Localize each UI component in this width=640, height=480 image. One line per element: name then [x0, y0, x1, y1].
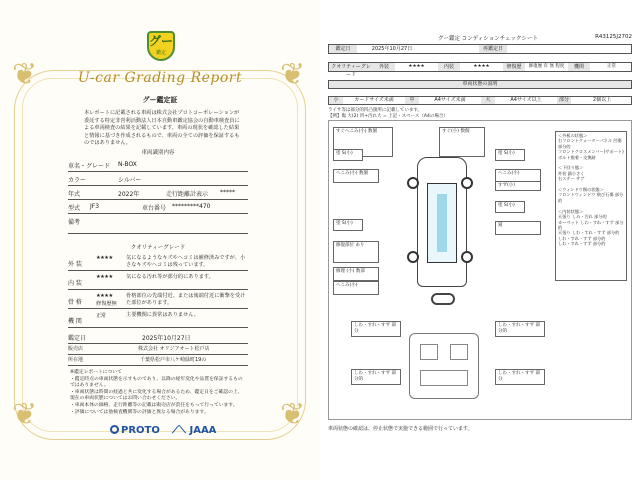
goo-appraisal-logo	[147, 31, 175, 61]
address-row	[68, 355, 248, 366]
legend-note: ライサ等は部分的凹凸箇所に記載しています。	[328, 108, 423, 113]
vehicle-year-row	[68, 186, 248, 200]
quality-row	[68, 271, 248, 290]
note-line: ※鑑定レポートについて	[70, 370, 122, 375]
wheel-icon	[407, 251, 419, 263]
sheet-header	[328, 32, 632, 42]
car-interior-diagram	[409, 333, 479, 399]
damage-callout-box: すぐ(小) 数個	[439, 127, 485, 157]
date-value: 2025年10月27日	[371, 46, 413, 52]
dealer-row	[68, 344, 248, 355]
certificate-title: グー鑑定証	[142, 96, 178, 104]
quality-rating: ★★★★	[96, 293, 113, 299]
field-value: 2022年	[118, 191, 140, 198]
field-value: 株式会社 オリジアオート松戸店	[138, 346, 210, 352]
seat-icon	[420, 344, 438, 360]
quality-rating: 正常	[96, 313, 106, 319]
car-top-view-diagram	[407, 157, 477, 287]
ornament-swirl-icon: ❦	[280, 57, 306, 92]
vehicle-remarks-row	[68, 214, 248, 234]
reappraisal-label: 再鑑定日	[479, 45, 507, 53]
sheet-footer-note: 車両状態の確認は、停止状態で実施できる範囲で行っています。	[328, 426, 473, 432]
quality-row	[68, 252, 248, 271]
size-legend-desc: 2個以上	[592, 97, 612, 103]
size-legend-label: 小	[329, 97, 343, 104]
damage-callout-box: しわ・すれ・すず 部分的	[351, 369, 401, 385]
car-window-highlight	[437, 194, 447, 252]
appraisal-date-row	[68, 330, 248, 344]
size-legend-desc: カードサイズ未満	[354, 97, 394, 103]
size-legend-row	[328, 96, 632, 105]
field-value: JF3	[90, 203, 100, 210]
certificate-description: 本レポートに記載される車両は株式会社プロトコーポレーションが委託する特定非営利活動法人日本自動車鑑定協会の自動車検査員による車両検査の結果を記載しています。車両の現状を確認した結果と情報に基づき作成されるもので、車両の全ての評価を保証するものではありません。	[84, 110, 240, 147]
field-value: *********470	[172, 203, 211, 210]
rear-seat-icon	[420, 370, 468, 386]
wheel-icon	[461, 251, 473, 263]
report-title: U-car Grading Report	[77, 70, 243, 86]
grade-item-value: ★★★★	[408, 64, 425, 69]
quality-description: 気になるようなキズやヘコミは補修済みですが、小さなキズやヘコミは残っています。	[126, 255, 246, 268]
field-value: 2025年10月27日	[142, 335, 191, 342]
proto-logo-text: PROTO	[121, 425, 160, 436]
condition-check-sheet	[320, 0, 640, 480]
damage-callout-box: しわ・すれ・すず 部分	[495, 369, 545, 385]
damage-callout-box: 修理 (小) 数部	[333, 267, 379, 281]
logo-subtext: 鑑定	[155, 50, 166, 56]
size-legend-label: 部分	[558, 97, 569, 103]
damage-callout-box: 塗 S(小)	[333, 149, 363, 161]
jaaa-mark-icon: ⟋⟍	[172, 425, 186, 436]
damage-callout-box: 塗 S(小)	[495, 149, 525, 161]
damage-callout-box: すず(小)	[495, 181, 541, 191]
grade-row	[328, 62, 632, 78]
grade-item-value: 修復歴 有 無 程度	[528, 64, 565, 69]
quality-label: 機 関	[68, 318, 82, 325]
field-label: 車台番号	[142, 205, 167, 212]
date-row	[328, 44, 632, 54]
damage-callout-box: 修復部位 あり	[333, 241, 379, 263]
damage-callout-box: 塗 S(小)	[333, 219, 363, 231]
grade-item-label: 修復歴	[503, 63, 525, 71]
field-label: 鑑定日	[68, 335, 87, 342]
grade-label: クオリティーグレード	[329, 63, 373, 71]
date-label: 鑑定日	[329, 45, 357, 53]
quality-row	[68, 290, 248, 309]
field-label: 所在地	[68, 357, 84, 363]
legend-note-example: 【例】傷 大(2) 凹+汚れ大 = 上記・スペース（A4の場合）	[328, 114, 448, 119]
proto-logo	[110, 425, 160, 436]
note-line: ・評価については他検査機関等の評価と異なる場合があります。	[70, 409, 209, 415]
grade-item-label: 外装	[373, 63, 395, 71]
quality-section-heading: クオリティーグレード	[130, 245, 186, 251]
quality-rating: ★★★★	[96, 255, 113, 261]
quality-description: 気になる汚れ等が部分的にあります。	[126, 274, 214, 280]
ornament-swirl-icon: ❦	[280, 397, 306, 432]
damage-callout-box: 錆	[495, 221, 541, 235]
seat-icon	[450, 344, 468, 360]
field-value: *****	[220, 189, 235, 196]
vehicle-section-heading: 車両識別内容	[141, 150, 175, 156]
quality-row	[68, 309, 248, 328]
section-heading-box	[328, 80, 632, 89]
field-label: 販売店	[68, 346, 84, 352]
note-line: ・車両状態は時間の経過と共に変化する場合があるため、鑑定日をご確認の上、現在の車両状態についてはお問い合わせください。	[70, 389, 243, 402]
grade-item-label: 内装	[438, 63, 460, 71]
wheel-icon	[461, 177, 473, 189]
field-label: 車名・グレード	[68, 163, 111, 170]
vehicle-color-row	[68, 172, 248, 186]
damage-callout-box: しわ・すれ・すず 部分的	[495, 321, 545, 337]
field-label: カラー	[68, 177, 87, 184]
grade-item-value: 正常	[607, 64, 616, 69]
damage-callout-box: しわ・すれ・すず 部分	[351, 321, 401, 337]
wheel-icon	[407, 177, 419, 189]
quality-label: 骨 格	[68, 299, 82, 306]
jaaa-logo-text: JAAA	[189, 425, 217, 436]
vehicle-model-row	[68, 200, 248, 214]
size-legend-desc: A4サイズ以上	[510, 97, 542, 103]
logo-text: グー	[149, 34, 174, 48]
field-label: 備考	[68, 219, 81, 226]
grade-item-value: ★★★★	[473, 64, 490, 69]
steering-wheel-icon	[431, 293, 455, 305]
field-value: N-BOX	[118, 161, 137, 168]
sheet-title: グー鑑定 コンディションチェックシート	[438, 36, 539, 42]
report-notes	[70, 370, 246, 416]
car-roof-outline	[427, 183, 457, 263]
sheet-code: R43125J2702	[595, 34, 632, 40]
quality-label: 外 装	[68, 261, 82, 268]
field-value: シルバー	[118, 177, 142, 184]
field-label: 型式	[68, 205, 81, 212]
size-legend-label: 大	[481, 97, 495, 104]
damage-callout-box: へこみ(小)	[333, 281, 379, 295]
ornament-swirl-icon: ❦	[12, 57, 38, 92]
size-legend-desc: A4サイズ未満	[434, 97, 466, 103]
field-value: 千葉県松戸市八ケ崎緑町19の	[140, 357, 207, 363]
footer-logos	[110, 425, 230, 441]
quality-label: 内 装	[68, 280, 82, 287]
quality-description: 骨格部位の先端付近、または後端付近に衝撃を受けた部位があります。	[126, 293, 246, 306]
repair-history-value: 修復歴無	[96, 301, 117, 307]
field-label: 年式	[68, 191, 81, 198]
damage-callout-box: すぐへこみ(小) 数個	[333, 127, 393, 157]
quality-description: 主要機関に異常はありません。	[126, 312, 199, 318]
quality-rating: ★★★★	[96, 274, 113, 280]
proto-mark-icon	[110, 425, 119, 434]
section-heading: 車両状態の説明	[462, 81, 498, 87]
field-label: 走行距離計表示	[166, 191, 209, 198]
ornament-swirl-icon: ❦	[12, 397, 38, 432]
vehicle-name-row	[68, 158, 248, 172]
size-legend-label: 中	[405, 97, 419, 104]
note-line: ・鑑定時点の車両状態を示すものであり、以降の経年変化や品質を保証するものではありません。	[70, 376, 243, 389]
damage-callout-box: へこみ(小) 数個	[333, 169, 379, 183]
grade-item-label: 機関	[568, 63, 590, 71]
condition-side-notes: ＜外板の状態＞ 右フロントクォーターパネル 凹傷 部分的 フロントクロスメンバー(サポート)ボルト脱着・交換跡 ＜下回り態＞ 外装 錆小さく 右ステー サブ ＜ウィンドウ類の状態＞ フロントウィンドウ 飛び石傷 部分的 ＜内装状態＞ 天張り しみ・汚れ 部分的 カーペット しわ・すれ・すず 部分的 天張り しわ・すれ・すず 部分的 しわ・すれ・すず 部分的 しわ・すれ・すず 部分的	[555, 131, 627, 281]
damage-callout-box: へこみ(小)	[495, 169, 541, 183]
note-line: ・車両本体の価格、走行距離等の記載は販売店が責任をもって行っています。	[70, 402, 238, 408]
jaaa-logo	[172, 425, 216, 436]
damage-callout-box: 塗 S(小)	[495, 201, 525, 213]
vehicle-diagram-area	[328, 120, 632, 420]
